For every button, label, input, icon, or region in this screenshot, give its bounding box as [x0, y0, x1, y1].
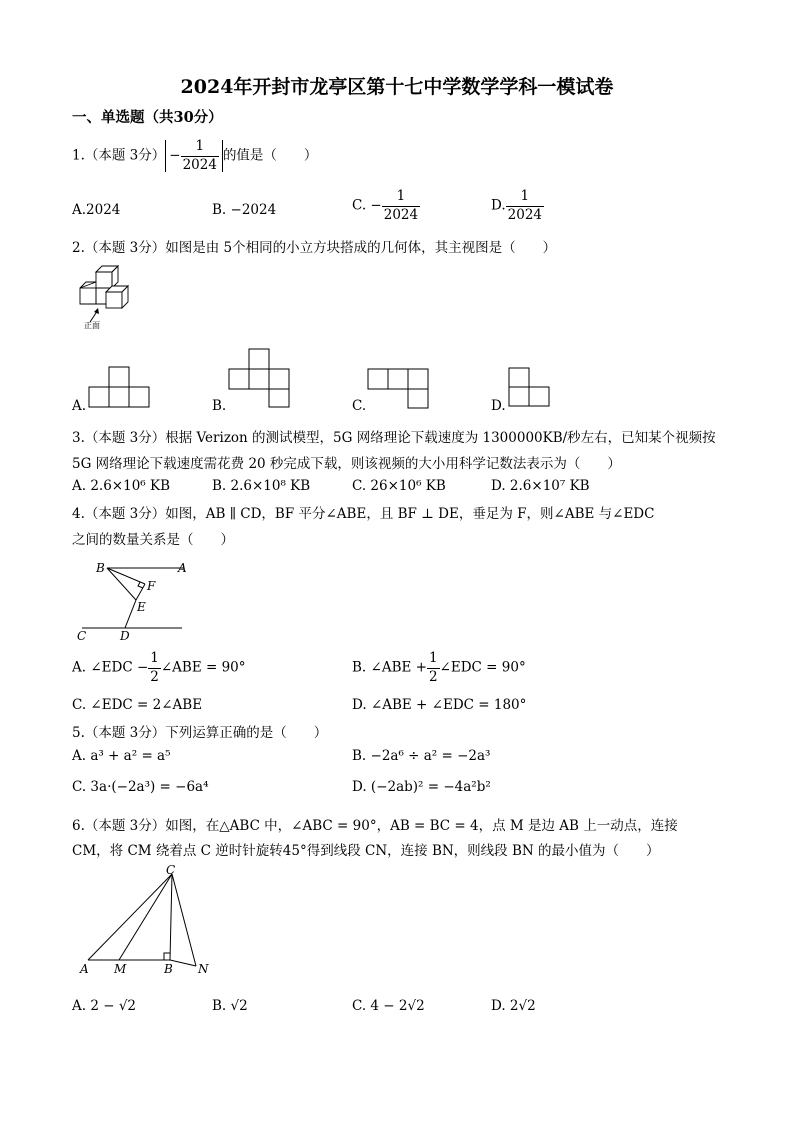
q4-b-den: 2 [428, 668, 438, 685]
label-a: A [178, 561, 187, 575]
segment-bf [107, 568, 145, 584]
segment-ca [88, 874, 172, 960]
segment-be [107, 568, 136, 600]
q1-c-fraction [382, 190, 420, 222]
q4-b-post: ∠EDC = 90° [439, 659, 526, 676]
segment-cb [170, 874, 172, 960]
q4-a-fraction [148, 652, 161, 684]
question-2: 2.（本题 3分）如图是由 5个相同的小立方块搭成的几何体，其主视图是（ ） [72, 240, 557, 256]
question-6-line2: CM，将 CM 绕着点 C 逆时针旋转45°得到线段 CN，连接 BN，则线段 BN 的最小值为（ ） [72, 843, 660, 859]
q1-c-den: 2024 [383, 206, 419, 223]
q1-c-num: 1 [396, 188, 406, 204]
q1-d-num: 1 [520, 188, 530, 204]
label-c: C [77, 629, 87, 643]
q2-option-a-label[interactable]: A. [72, 398, 87, 414]
q4-b-pre: B. ∠ABE + [352, 659, 427, 676]
q4-a-pre: A. ∠EDC − [72, 659, 149, 676]
q1-d-fraction [506, 190, 544, 222]
q3-option-c[interactable]: C. 26×10⁶ KB [352, 478, 446, 494]
q2-option-c-view[interactable] [367, 368, 431, 410]
question-3-line2: 5G 网络理论下载速度需花费 20 秒完成下载，则该视频的大小用科学记数法表示为（ ） [72, 456, 621, 472]
q1-prefix: 1.（本题 3分） [72, 147, 166, 164]
question-4-line1: 4.（本题 3分）如图，AB ∥ CD，BF 平分∠ABE，且 BF ⊥ DE，垂足为 F，则∠ABE 与∠EDC [72, 506, 655, 522]
question-5: 5.（本题 3分）下列运算正确的是（ ） [72, 725, 328, 741]
segment-cn [172, 874, 196, 966]
question-4-line2: 之间的数量关系是（ ） [72, 532, 234, 548]
question-3-line1: 3.（本题 3分）根据 Verizon 的测试模型，5G 网络理论下载速度为 1300000KB/秒左右，已知某个视频按 [72, 430, 716, 446]
q1-option-b[interactable]: B. −2024 [212, 202, 277, 218]
q3-option-a[interactable]: A. 2.6×10⁶ KB [72, 478, 171, 494]
question-1 [72, 140, 317, 172]
q2-option-a-view[interactable] [88, 366, 152, 408]
label-c: C [166, 863, 176, 877]
q1-c-prefix: C. − [352, 197, 382, 214]
q2-option-d-label[interactable]: D. [491, 398, 506, 414]
q1-option-a[interactable]: A.2024 [72, 202, 121, 218]
segment-ed [125, 600, 136, 628]
segment-cm [119, 874, 172, 960]
q2-option-b-label[interactable]: B. [212, 398, 227, 414]
q5-option-d[interactable]: D. (−2ab)² = −4a²b² [352, 779, 491, 795]
q4-a-num: 1 [150, 650, 159, 666]
q3-option-b[interactable]: B. 2.6×10⁸ KB [212, 478, 311, 494]
q1-suffix: 的值是（ ） [222, 147, 318, 164]
q5-option-c[interactable]: C. 3a·(−2a³) = −6a⁴ [72, 779, 209, 795]
q1-d-den: 2024 [507, 206, 542, 223]
q2-option-c-label[interactable]: C. [352, 398, 367, 414]
q2-option-d-view[interactable] [508, 367, 552, 409]
q4-option-a[interactable] [72, 652, 246, 684]
cube-figure [72, 262, 142, 332]
q4-a-post: ∠ABE = 90° [160, 659, 246, 676]
absolute-value: − $\frac{1}{2024}$ [165, 140, 223, 172]
q4-option-c[interactable]: C. ∠EDC = 2∠ABE [72, 697, 203, 713]
right-angle-mark [164, 953, 170, 960]
label-e: E [137, 600, 146, 614]
page-title: 2024年开封市龙亭区第十七中学数学学科一模试卷 [180, 76, 614, 98]
section-heading: 一、单选题（共30分） [72, 109, 223, 126]
segment-fe [136, 584, 145, 600]
q4-option-b[interactable] [352, 652, 526, 684]
q1-denominator: 2024 [182, 156, 217, 173]
q4-b-fraction [427, 652, 440, 684]
label-n: N [198, 962, 209, 976]
q5-option-a[interactable]: A. a³ + a² = a⁵ [72, 748, 171, 764]
q1-option-c[interactable] [352, 190, 420, 222]
q6-option-d[interactable]: D. 2√2 [491, 998, 536, 1014]
q1-numerator: 1 [195, 138, 205, 154]
q1-fraction [181, 140, 219, 172]
q6-option-a[interactable]: A. 2 − √2 [72, 998, 137, 1014]
label-b: B [96, 561, 105, 575]
label-f: F [147, 579, 156, 593]
label-a: A [80, 962, 89, 976]
q4-a-den: 2 [150, 668, 159, 685]
label-b: B [164, 962, 173, 976]
q5-option-b[interactable]: B. −2a⁶ ÷ a² = −2a³ [352, 748, 491, 764]
front-label: 正面 [84, 321, 100, 330]
q6-option-c[interactable]: C. 4 − 2√2 [352, 998, 425, 1014]
q3-option-d[interactable]: D. 2.6×10⁷ KB [491, 478, 590, 494]
segment-bn [170, 960, 196, 966]
label-d: D [120, 629, 130, 643]
q1-option-d[interactable] [491, 190, 544, 222]
q1-d-prefix: D. [491, 197, 506, 214]
q2-option-b-view[interactable] [228, 348, 292, 408]
q6-figure [74, 862, 214, 978]
label-m: M [114, 962, 127, 976]
q4-figure [74, 556, 190, 646]
q4-option-d[interactable]: D. ∠ABE + ∠EDC = 180° [352, 697, 527, 713]
question-6-line1: 6.（本题 3分）如图，在△ABC 中，∠ABC = 90°，AB = BC = 4，点 M 是边 AB 上一动点，连接 [72, 818, 678, 834]
q4-b-num: 1 [428, 650, 438, 666]
q6-option-b[interactable]: B. √2 [212, 998, 248, 1014]
